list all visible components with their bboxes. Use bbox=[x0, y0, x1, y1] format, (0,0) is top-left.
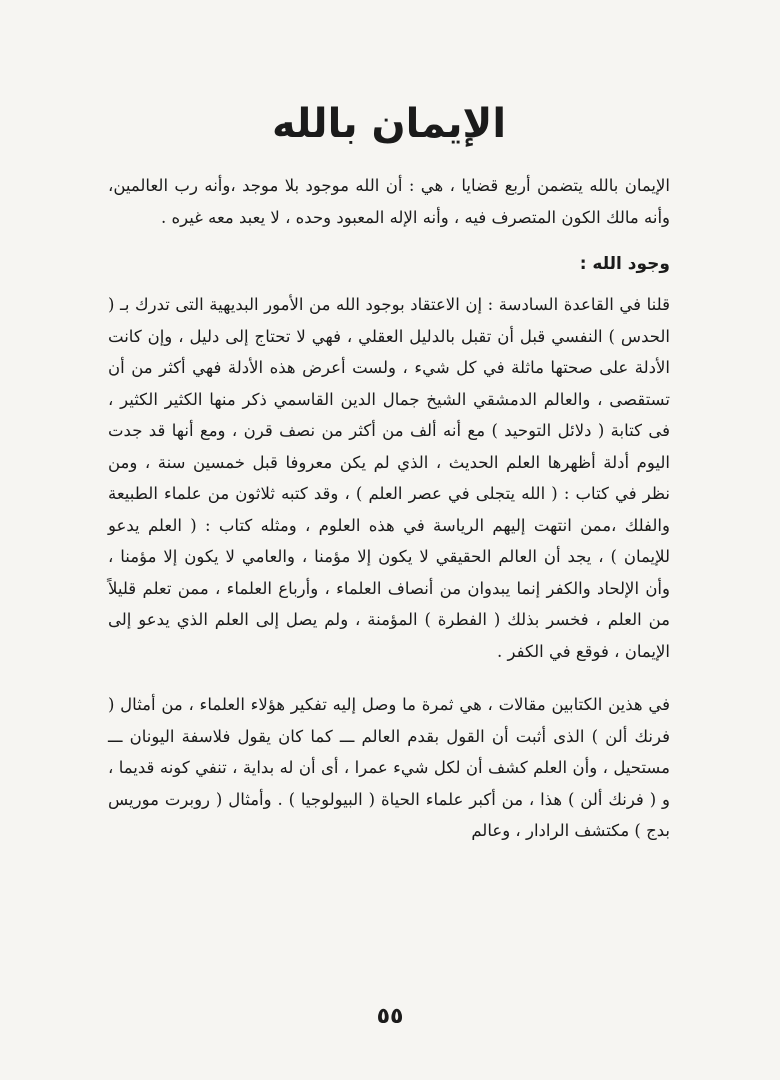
intro-paragraph: الإيمان بالله يتضمن أربع قضايا ، هي : أن الله موجود بلا موجد ،وأنه رب العالمين، وأنه مالك الكون المتصرف فيه ، وأنه الإله المعبود وحده ، لا يعبد معه غيره . bbox=[108, 176, 670, 227]
page-content bbox=[108, 92, 670, 847]
section-heading: وجود الله : bbox=[579, 254, 670, 274]
page-title: الإيمان بالله bbox=[271, 101, 507, 147]
body-paragraph-2: في هذين الكتابين مقالات ، هي ثمرة ما وصل إليه تفكير هؤلاء العلماء ، من أمثال ( فرنك ألن ) الذى أثبت أن القول بقدم العالم ـــ كما كان يقول فلاسفة اليونان ـــ مستحيل ، وأن العلم كشف أن لكل شيء عمرا ، أى أن له بداية ، تنفي كونه قديما ، و ( فرنك ألن ) هذا ، من أكبر علماء الحياة ( البيولوجيا ) . وأمثال ( روبرت موريس بدج ) مكتشف الرادار ، وعالم bbox=[108, 695, 670, 840]
page-number: ٥٥ bbox=[376, 1004, 404, 1029]
body-paragraph-1: قلنا في القاعدة السادسة : إن الاعتقاد بوجود الله من الأمور البديهية التى تدرك بـ ( الحدس ) النفسي قبل أن تقبل بالدليل العقلي ، فهي لا تحتاج إلى دليل ، وإن كانت الأدلة على صحتها ماثلة في كل شيء ، ولست أعرض هذه الأدلة فهي أكثر من أن تستقصى ، والعالم الدمشقي الشيخ جمال الدين القاسمي ذكر منها الكثير الكثير ، فى كتابة ( دلائل التوحيد ) مع أنه ألف من أكثر من نصف قرن ، ومع أنها قد جدت اليوم أدلة أظهرها العلم الحديث ، الذي لم يكن معروفا قبل خمسين سنة ، ومن نظر في كتاب : ( الله يتجلى في عصر العلم ) ، وقد كتبه ثلاثون من علماء الطبيعة والفلك ،ممن انتهت إليهم الرياسة في هذه العلوم ، ومثله كتاب : ( العلم يدعو للإيمان ) ، يجد أن العالم الحقيقي لا يكون إلا مؤمنا ، والعامي لا يكون إلا مؤمنا ، وأن الإلحاد والكفر إنما يبدوان من أنصاف العلماء ، وأرباع العلماء ، ممن تعلم قليلاً من العلم ، فخسر بذلك ( الفطرة ) المؤمنة ، ولم يصل إلى العلم الذي يدعو إلى الإيمان ، فوقع في الكفر . bbox=[108, 295, 670, 661]
